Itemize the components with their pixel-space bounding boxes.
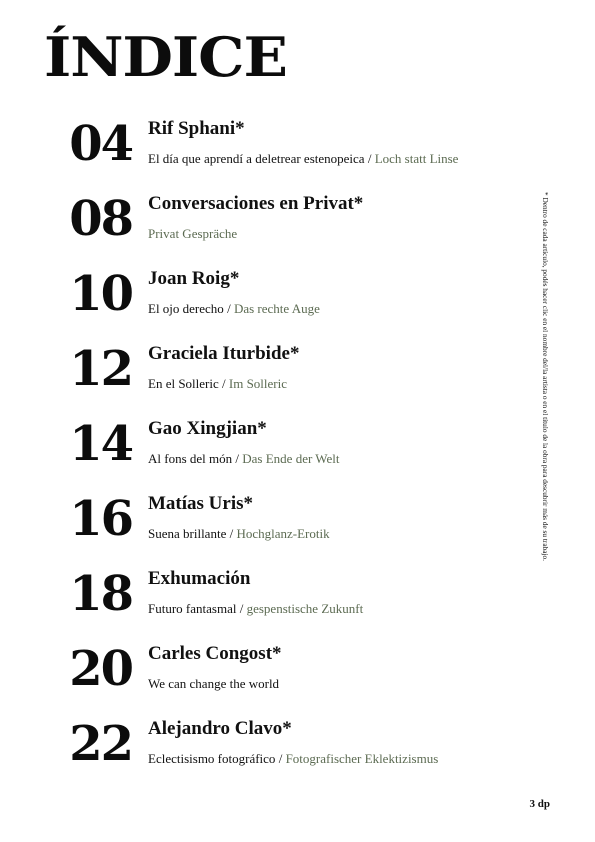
article-subtitle [148, 301, 320, 317]
article-title-link[interactable]: Rif Sphani* [148, 118, 245, 139]
page-number: 3 dp [529, 798, 550, 810]
subtitle-separator: / [236, 601, 247, 616]
subtitle-german[interactable]: gespenstische Zukunft [246, 601, 364, 616]
subtitle-german[interactable]: Das Ende der Welt [242, 451, 340, 466]
subtitle-german[interactable]: Loch statt Linse [374, 151, 459, 166]
toc-entry[interactable] [0, 493, 520, 563]
article-subtitle [148, 376, 287, 392]
footnote-vertical: * Dentro de cada artículo, podés hacer clic en el nombre del/la artista o en el título de la obra para descubrir más de su trabajo. [541, 192, 550, 561]
page-ref-number: 12 [69, 341, 132, 397]
subtitle-spanish[interactable]: We can change the world [148, 676, 280, 691]
subtitle-separator: / [223, 301, 234, 316]
toc-entry[interactable] [0, 643, 520, 713]
subtitle-german[interactable]: Privat Gespräche [148, 226, 238, 241]
subtitle-spanish[interactable]: El día que aprendí a deletrear estenopeica [148, 151, 365, 166]
article-title-link[interactable]: Matías Uris* [148, 493, 254, 514]
article-title-link[interactable]: Conversaciones en Privat* [148, 193, 364, 214]
page-ref-number: 18 [69, 566, 132, 622]
subtitle-spanish[interactable]: En el Solleric [148, 376, 219, 391]
subtitle-separator: / [226, 526, 237, 541]
article-subtitle [148, 601, 363, 617]
subtitle-spanish[interactable]: Futuro fantasmal [148, 601, 237, 616]
toc-entry[interactable] [0, 418, 520, 488]
subtitle-separator: / [364, 151, 375, 166]
subtitle-spanish[interactable]: Suena brillante [148, 526, 227, 541]
article-title-link[interactable]: Gao Xingjian* [148, 418, 267, 439]
subtitle-german[interactable]: Im Solleric [228, 376, 288, 391]
toc-entry[interactable] [0, 568, 520, 638]
page-ref-number: 14 [69, 416, 132, 472]
subtitle-separator: / [232, 451, 243, 466]
article-subtitle [148, 676, 279, 692]
toc-entry[interactable] [0, 118, 520, 188]
page-ref-number: 20 [69, 641, 132, 697]
toc-entry[interactable] [0, 718, 520, 788]
toc-entry[interactable] [0, 268, 520, 338]
subtitle-spanish[interactable]: Eclectisismo fotográfico [148, 751, 276, 766]
article-subtitle [148, 451, 340, 467]
subtitle-german[interactable]: Das rechte Auge [233, 301, 320, 316]
page-title: ÍNDICE [44, 25, 287, 89]
subtitle-separator: / [275, 751, 286, 766]
toc-entry[interactable] [0, 343, 520, 413]
article-title-link[interactable]: Alejandro Clavo* [148, 718, 292, 739]
article-title-link[interactable]: Carles Congost* [148, 643, 282, 664]
article-subtitle [148, 226, 237, 242]
subtitle-spanish[interactable]: Al fons del món [148, 451, 233, 466]
subtitle-german[interactable]: Hochglanz-Erotik [236, 526, 330, 541]
subtitle-separator: / [218, 376, 229, 391]
article-title-link[interactable]: Joan Roig* [148, 268, 240, 289]
toc-entry[interactable] [0, 193, 520, 263]
page-ref-number: 04 [69, 116, 132, 172]
page-ref-number: 10 [69, 266, 132, 322]
page-ref-number: 16 [69, 491, 132, 547]
page-ref-number: 08 [69, 191, 132, 247]
article-title-link[interactable]: Exhumación [148, 568, 251, 589]
subtitle-spanish[interactable]: El ojo derecho [148, 301, 224, 316]
article-title-link[interactable]: Graciela Iturbide* [148, 343, 300, 364]
page-ref-number: 22 [69, 716, 132, 772]
article-subtitle [148, 526, 330, 542]
subtitle-german[interactable]: Fotografischer Eklektizismus [285, 751, 439, 766]
article-subtitle [148, 751, 438, 767]
article-subtitle [148, 151, 458, 167]
